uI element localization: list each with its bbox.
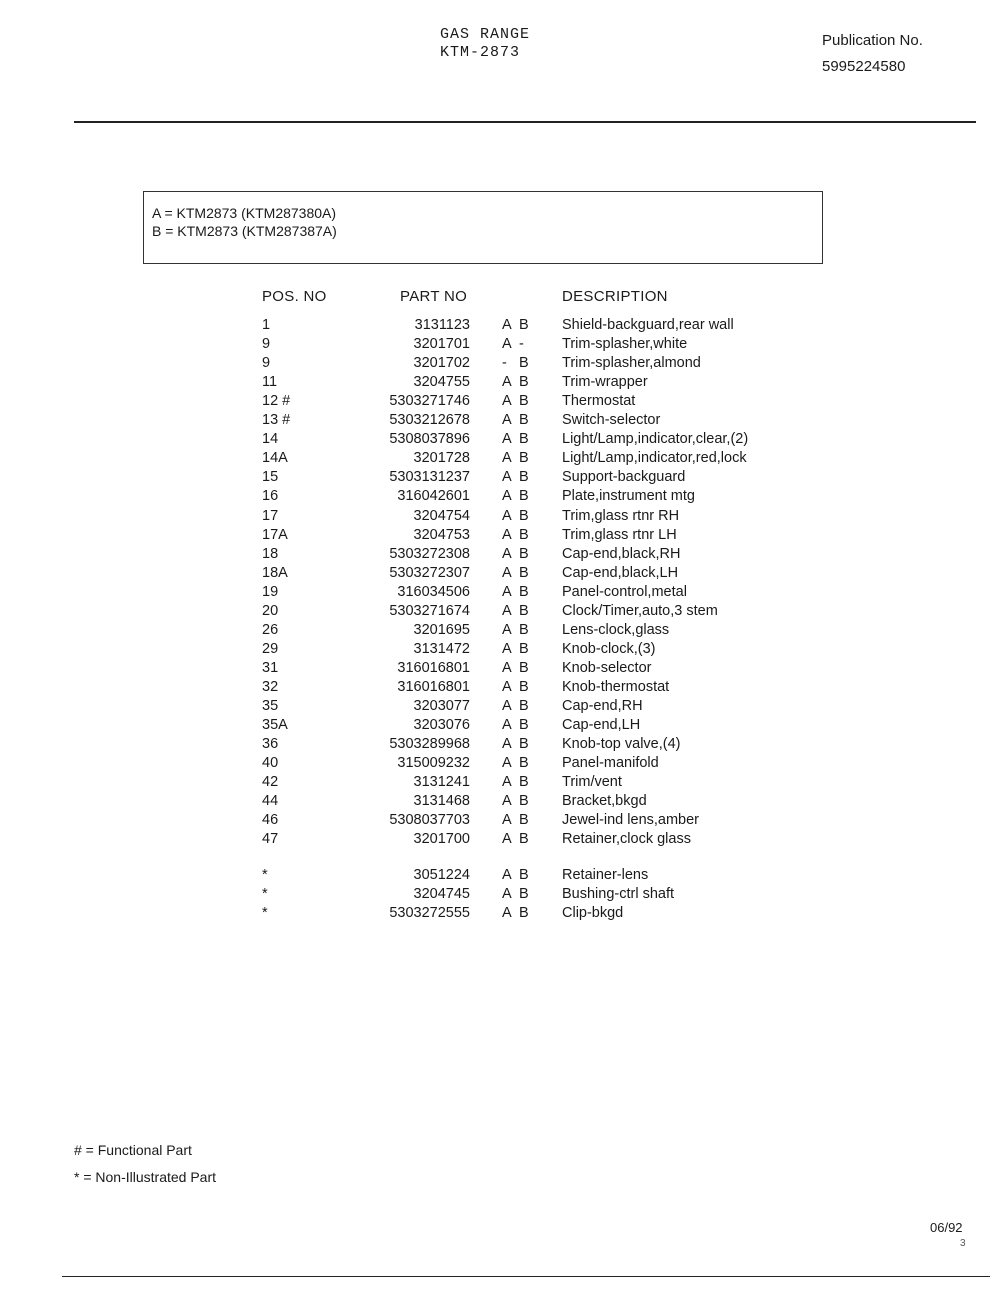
part-number-cell: 3204755: [413, 374, 470, 391]
part-number-cell: 3201700: [413, 831, 470, 848]
part-number-cell: 5303271746: [389, 393, 470, 410]
part-number-cell: 316016801: [397, 678, 470, 695]
pos-cell: 31: [262, 659, 279, 676]
part-number-cell: 5303272308: [389, 545, 470, 562]
model-b-cell: B: [519, 886, 529, 903]
model-b-cell: B: [519, 393, 529, 410]
pos-cell: 32: [262, 678, 279, 695]
model-b-cell: B: [519, 355, 529, 372]
table-row: [0, 659, 1000, 678]
model-a-cell: A: [502, 602, 512, 619]
table-row: [0, 411, 1000, 430]
model-a-cell: A: [502, 393, 512, 410]
model-a-cell: A: [502, 564, 512, 581]
model-b-cell: B: [519, 659, 529, 676]
part-number-cell: 5308037896: [389, 431, 470, 448]
revision-date: 06/92: [930, 1220, 963, 1235]
model-b-cell: B: [519, 488, 529, 505]
header-divider: [74, 121, 976, 123]
pos-cell: 16: [262, 488, 279, 505]
model-b-cell: B: [519, 736, 529, 753]
description-cell: Cap-end,LH: [562, 717, 641, 734]
model-b-cell: B: [519, 317, 529, 333]
part-number-cell: 3201728: [413, 450, 470, 467]
model-a-cell: A: [502, 317, 512, 333]
description-cell: Trim/vent: [562, 774, 622, 791]
description-cell: Knob-selector: [562, 659, 652, 676]
pos-cell: 35: [262, 698, 279, 714]
table-row: [0, 904, 1000, 923]
model-b-line: B = KTM2873 (KTM287387A): [152, 223, 337, 239]
model-a-cell: A: [502, 774, 512, 791]
part-number-cell: 316016801: [397, 659, 470, 676]
model-b-cell: B: [519, 545, 529, 562]
footer-divider: [62, 1276, 990, 1277]
pos-cell: 36: [262, 736, 279, 753]
table-row: [0, 316, 1000, 335]
pos-cell: *: [262, 905, 268, 922]
column-header-description: DESCRIPTION: [562, 288, 668, 305]
pos-cell: 18A: [262, 564, 288, 581]
part-number-cell: 3201702: [413, 355, 470, 372]
pos-cell: 19: [262, 583, 279, 600]
pos-cell: 20: [262, 602, 279, 619]
model-b-cell: B: [519, 867, 529, 883]
description-cell: Trim-splasher,white: [562, 336, 688, 353]
table-row: [0, 507, 1000, 526]
table-row: [0, 545, 1000, 564]
model-b-cell: B: [519, 678, 529, 695]
model-b-cell: B: [519, 526, 529, 543]
pos-cell: 15: [262, 469, 279, 486]
model-b-cell: B: [519, 507, 529, 524]
model-a-cell: A: [502, 412, 512, 429]
part-number-cell: 315009232: [397, 755, 470, 772]
table-row: [0, 716, 1000, 735]
table-row: [0, 792, 1000, 811]
part-number-cell: 5303131237: [389, 469, 470, 486]
pos-cell: 46: [262, 812, 279, 829]
model-b-cell: B: [519, 774, 529, 791]
description-cell: Bracket,bkgd: [562, 793, 647, 810]
model-a-cell: A: [502, 336, 512, 353]
description-cell: Trim-splasher,almond: [562, 355, 701, 372]
pos-cell: *: [262, 867, 268, 883]
part-number-cell: 3131123: [414, 317, 470, 333]
model-a-cell: A: [502, 545, 512, 562]
pos-cell: 26: [262, 621, 279, 638]
description-cell: Cap-end,RH: [562, 698, 643, 714]
description-cell: Support-backguard: [562, 469, 686, 486]
document-title: [440, 26, 530, 62]
model-a-cell: A: [502, 905, 512, 922]
model-a-cell: A: [502, 640, 512, 657]
model-b-cell: B: [519, 583, 529, 600]
description-cell: Retainer-lens: [562, 867, 649, 883]
model-a-cell: A: [502, 488, 512, 505]
part-number-cell: 3204753: [413, 526, 470, 543]
description-cell: Shield-backguard,rear wall: [562, 317, 734, 333]
pos-cell: 17: [262, 507, 279, 524]
model-a-line: A = KTM2873 (KTM287380A): [152, 205, 337, 221]
description-cell: Cap-end,black,LH: [562, 564, 679, 581]
model-a-cell: A: [502, 717, 512, 734]
pos-cell: 14A: [262, 450, 288, 467]
table-row: [0, 468, 1000, 487]
legend-functional: # = Functional Part: [74, 1142, 192, 1158]
pos-cell: 11: [262, 374, 278, 391]
part-number-cell: 3131472: [413, 640, 470, 657]
model-b-cell: B: [519, 564, 529, 581]
model-b-cell: -: [519, 336, 524, 353]
description-cell: Knob-top valve,(4): [562, 736, 681, 753]
table-row: [0, 449, 1000, 468]
description-cell: Panel-control,metal: [562, 583, 687, 600]
table-row: [0, 564, 1000, 583]
part-number-cell: 3051224: [413, 867, 470, 883]
model-a-cell: A: [502, 431, 512, 448]
model-a-cell: A: [502, 698, 512, 714]
model-a-cell: A: [502, 450, 512, 467]
model-b-cell: B: [519, 431, 529, 448]
table-row: [0, 735, 1000, 754]
table-row: [0, 697, 1000, 716]
model-a-cell: A: [502, 793, 512, 810]
part-number-cell: 3204754: [413, 507, 470, 524]
pos-cell: 14: [262, 431, 279, 448]
publication-label: Publication No.: [822, 32, 923, 49]
model-a-cell: A: [502, 374, 512, 391]
table-row: [0, 354, 1000, 373]
table-row: [0, 621, 1000, 640]
title-model: KTM-2873: [440, 44, 521, 61]
pos-cell: 9: [262, 336, 271, 353]
model-a-cell: A: [502, 678, 512, 695]
description-cell: Light/Lamp,indicator,red,lock: [562, 450, 747, 467]
part-number-cell: 3203077: [413, 698, 470, 714]
part-number-cell: 3201695: [413, 621, 470, 638]
model-a-cell: A: [502, 621, 512, 638]
part-number-cell: 3131468: [413, 793, 470, 810]
table-row: [0, 678, 1000, 697]
model-b-cell: B: [519, 412, 529, 429]
table-row: [0, 754, 1000, 773]
model-b-cell: B: [519, 602, 529, 619]
description-cell: Bushing-ctrl shaft: [562, 886, 675, 903]
pos-cell: 13 #: [262, 412, 291, 429]
pos-cell: 47: [262, 831, 279, 848]
model-a-cell: A: [502, 812, 512, 829]
part-number-cell: 3201701: [413, 336, 470, 353]
description-cell: Jewel-ind lens,amber: [562, 812, 700, 829]
pos-cell: 44: [262, 793, 279, 810]
part-number-cell: 3204745: [413, 886, 470, 903]
table-row: [0, 430, 1000, 449]
description-cell: Cap-end,black,RH: [562, 545, 681, 562]
model-a-cell: A: [502, 526, 512, 543]
publication-number: 5995224580: [822, 58, 906, 75]
table-row: [0, 392, 1000, 411]
description-cell: Panel-manifold: [562, 755, 659, 772]
description-cell: Knob-thermostat: [562, 678, 670, 695]
column-header-part: PART NO: [400, 288, 468, 305]
description-cell: Light/Lamp,indicator,clear,(2): [562, 431, 749, 448]
table-row: [0, 773, 1000, 792]
part-number-cell: 5303212678: [389, 412, 470, 429]
part-number-cell: 3131241: [413, 774, 470, 791]
part-number-cell: 5303272555: [389, 905, 470, 922]
table-row: [0, 583, 1000, 602]
description-cell: Trim,glass rtnr LH: [562, 526, 677, 543]
table-row: [0, 811, 1000, 830]
model-b-cell: B: [519, 755, 529, 772]
model-a-cell: A: [502, 886, 512, 903]
pos-cell: 17A: [262, 526, 288, 543]
part-number-cell: 5303272307: [389, 564, 470, 581]
pos-cell: 42: [262, 774, 279, 791]
model-b-cell: B: [519, 812, 529, 829]
description-cell: Clip-bkgd: [562, 905, 624, 922]
description-cell: Clock/Timer,auto,3 stem: [562, 602, 718, 619]
pos-cell: 9: [262, 355, 271, 372]
model-b-cell: B: [519, 621, 529, 638]
pos-cell: *: [262, 886, 268, 903]
table-row: [0, 885, 1000, 904]
model-b-cell: B: [519, 450, 529, 467]
model-b-cell: B: [519, 717, 529, 734]
model-a-cell: A: [502, 659, 512, 676]
description-cell: Lens-clock,glass: [562, 621, 670, 638]
model-b-cell: B: [519, 469, 529, 486]
table-row: [0, 526, 1000, 545]
part-number-cell: 5303271674: [389, 602, 470, 619]
pos-cell: 35A: [262, 717, 288, 734]
legend-non-illustrated: * = Non-Illustrated Part: [74, 1169, 217, 1185]
model-b-cell: B: [519, 698, 529, 714]
table-row: [0, 640, 1000, 659]
pos-cell: 40: [262, 755, 279, 772]
model-a-cell: A: [502, 469, 512, 486]
pos-cell: 12 #: [262, 393, 291, 410]
table-row: [0, 373, 1000, 392]
pos-cell: 18: [262, 545, 279, 562]
model-a-cell: A: [502, 507, 512, 524]
description-cell: Knob-clock,(3): [562, 640, 656, 657]
description-cell: Retainer,clock glass: [562, 831, 691, 848]
table-row: [0, 602, 1000, 621]
model-a-cell: -: [502, 355, 507, 372]
model-b-cell: B: [519, 374, 529, 391]
table-row: [0, 830, 1000, 849]
table-row: [0, 866, 1000, 885]
pos-cell: 1: [262, 317, 271, 333]
table-row: [0, 487, 1000, 506]
description-cell: Trim-wrapper: [562, 374, 648, 391]
model-a-cell: A: [502, 867, 512, 883]
part-number-cell: 5303289968: [389, 736, 470, 753]
title-product: GAS RANGE: [440, 26, 531, 43]
description-cell: Trim,glass rtnr RH: [562, 507, 680, 524]
description-cell: Thermostat: [562, 393, 636, 410]
model-a-cell: A: [502, 736, 512, 753]
part-number-cell: 316034506: [397, 583, 470, 600]
description-cell: Plate,instrument mtg: [562, 488, 695, 505]
description-cell: Switch-selector: [562, 412, 661, 429]
model-b-cell: B: [519, 831, 529, 848]
model-b-cell: B: [519, 793, 529, 810]
part-number-cell: 316042601: [397, 488, 470, 505]
model-a-cell: A: [502, 831, 512, 848]
model-b-cell: B: [519, 640, 529, 657]
model-b-cell: B: [519, 905, 529, 922]
table-row: [0, 335, 1000, 354]
model-legend-box: [143, 191, 823, 264]
model-a-cell: A: [502, 755, 512, 772]
part-number-cell: 3203076: [413, 717, 470, 734]
part-number-cell: 5308037703: [389, 812, 470, 829]
model-a-cell: A: [502, 583, 512, 600]
pos-cell: 29: [262, 640, 279, 657]
column-header-pos: POS. NO: [262, 288, 327, 305]
page-mark: 3: [960, 1238, 966, 1249]
